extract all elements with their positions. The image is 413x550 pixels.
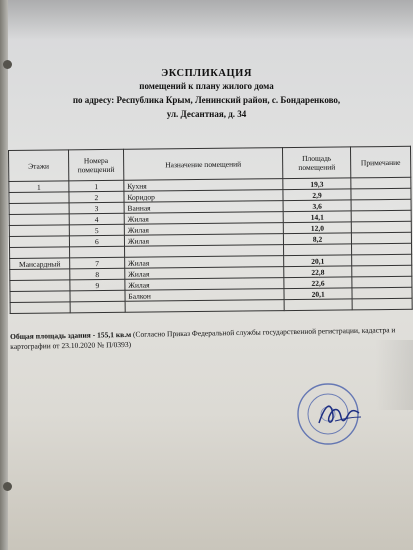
cell-note bbox=[351, 232, 411, 244]
cell-note bbox=[352, 265, 412, 277]
cell-floor: Мансардный bbox=[10, 258, 70, 270]
cell-purpose: Жилая bbox=[125, 267, 284, 280]
document-address: по адресу: Республика Крым, Ленинский район, с. Бондаренково, bbox=[72, 95, 341, 105]
total-area-note bbox=[10, 325, 405, 352]
cell-area: 2,9 bbox=[283, 189, 351, 201]
cell-note bbox=[351, 177, 411, 189]
cell-number: 3 bbox=[69, 202, 124, 214]
cell-area: 8,2 bbox=[284, 233, 352, 245]
punch-hole bbox=[3, 482, 12, 491]
cell-number: 6 bbox=[69, 235, 124, 247]
cell-area: 3,6 bbox=[283, 200, 351, 212]
cell-note bbox=[352, 276, 412, 288]
cell-note bbox=[351, 221, 411, 233]
cell-floor bbox=[9, 214, 69, 226]
cell-purpose: Кухня bbox=[124, 179, 283, 192]
cell-floor bbox=[10, 291, 70, 303]
cell-number: 5 bbox=[69, 224, 124, 236]
document-subtitle: помещений к плану жилого дома bbox=[139, 81, 274, 91]
header-number: Номера помещений bbox=[68, 149, 123, 181]
cell-purpose: Жилая bbox=[124, 234, 283, 247]
cell-purpose: Ванная bbox=[124, 201, 283, 214]
cell-number: 8 bbox=[70, 268, 125, 280]
cell-purpose: Жилая bbox=[125, 278, 284, 291]
cell-area bbox=[284, 299, 352, 311]
cell-area: 14,1 bbox=[283, 211, 351, 223]
cell-floor bbox=[9, 192, 69, 204]
cell-number: 4 bbox=[69, 213, 124, 225]
cell-note bbox=[352, 254, 412, 266]
document-street: ул. Десантная, д. 34 bbox=[166, 109, 247, 119]
cell-floor bbox=[10, 269, 70, 281]
header-note: Примечание bbox=[351, 146, 411, 178]
cell-floor bbox=[10, 302, 70, 314]
cell-note bbox=[352, 287, 412, 299]
shadow bbox=[0, 0, 413, 40]
cell-area: 12,0 bbox=[283, 222, 351, 234]
cell-number: 9 bbox=[70, 279, 125, 291]
cell-floor bbox=[10, 247, 70, 259]
cell-number bbox=[69, 246, 124, 258]
cell-purpose bbox=[125, 300, 284, 313]
header-purpose: Назначение помещений bbox=[123, 148, 283, 181]
header-area: Площадь помещений bbox=[283, 147, 351, 179]
handwritten-signature bbox=[315, 395, 365, 430]
paper-shadow bbox=[375, 340, 413, 410]
cell-number: 2 bbox=[69, 191, 124, 203]
cell-area: 19,3 bbox=[283, 178, 351, 190]
cell-note bbox=[352, 243, 412, 255]
explication-table bbox=[8, 146, 413, 314]
cell-floor bbox=[10, 280, 70, 292]
table-header-row bbox=[9, 146, 411, 181]
cell-number bbox=[70, 301, 125, 313]
cell-area: 22,8 bbox=[284, 266, 352, 278]
header-floor: Этажи bbox=[9, 150, 69, 182]
cell-floor bbox=[9, 236, 69, 248]
cell-number: 1 bbox=[69, 180, 124, 192]
cell-purpose: Жилая bbox=[124, 256, 283, 269]
cell-floor: 1 bbox=[9, 181, 69, 193]
cell-floor bbox=[9, 225, 69, 237]
cell-number: 7 bbox=[70, 257, 125, 269]
document-header bbox=[0, 68, 413, 121]
document-title: ЭКСПЛИКАЦИЯ bbox=[161, 68, 252, 79]
cell-purpose: Коридор bbox=[124, 190, 283, 203]
cell-purpose: Балкон bbox=[125, 289, 284, 302]
cell-note bbox=[352, 298, 412, 310]
cell-note bbox=[351, 210, 411, 222]
table-body bbox=[9, 177, 412, 313]
cell-area: 22,6 bbox=[284, 277, 352, 289]
cell-number bbox=[70, 290, 125, 302]
cell-note bbox=[351, 188, 411, 200]
cell-purpose: Жилая bbox=[124, 223, 283, 236]
cell-note bbox=[351, 199, 411, 211]
cell-area: 20,1 bbox=[284, 288, 352, 300]
cell-floor bbox=[9, 203, 69, 215]
cell-purpose: Жилая bbox=[124, 212, 283, 225]
cell-area bbox=[284, 244, 352, 256]
total-area: Общая площадь здания - 155,1 кв.м bbox=[10, 329, 132, 341]
total-basis: (Согласно Приказ Федеральной службы государственной регистрации, кадастра и картографии от 23.10.2020 № П/0393) bbox=[10, 325, 396, 351]
cell-area: 20,1 bbox=[284, 255, 352, 267]
